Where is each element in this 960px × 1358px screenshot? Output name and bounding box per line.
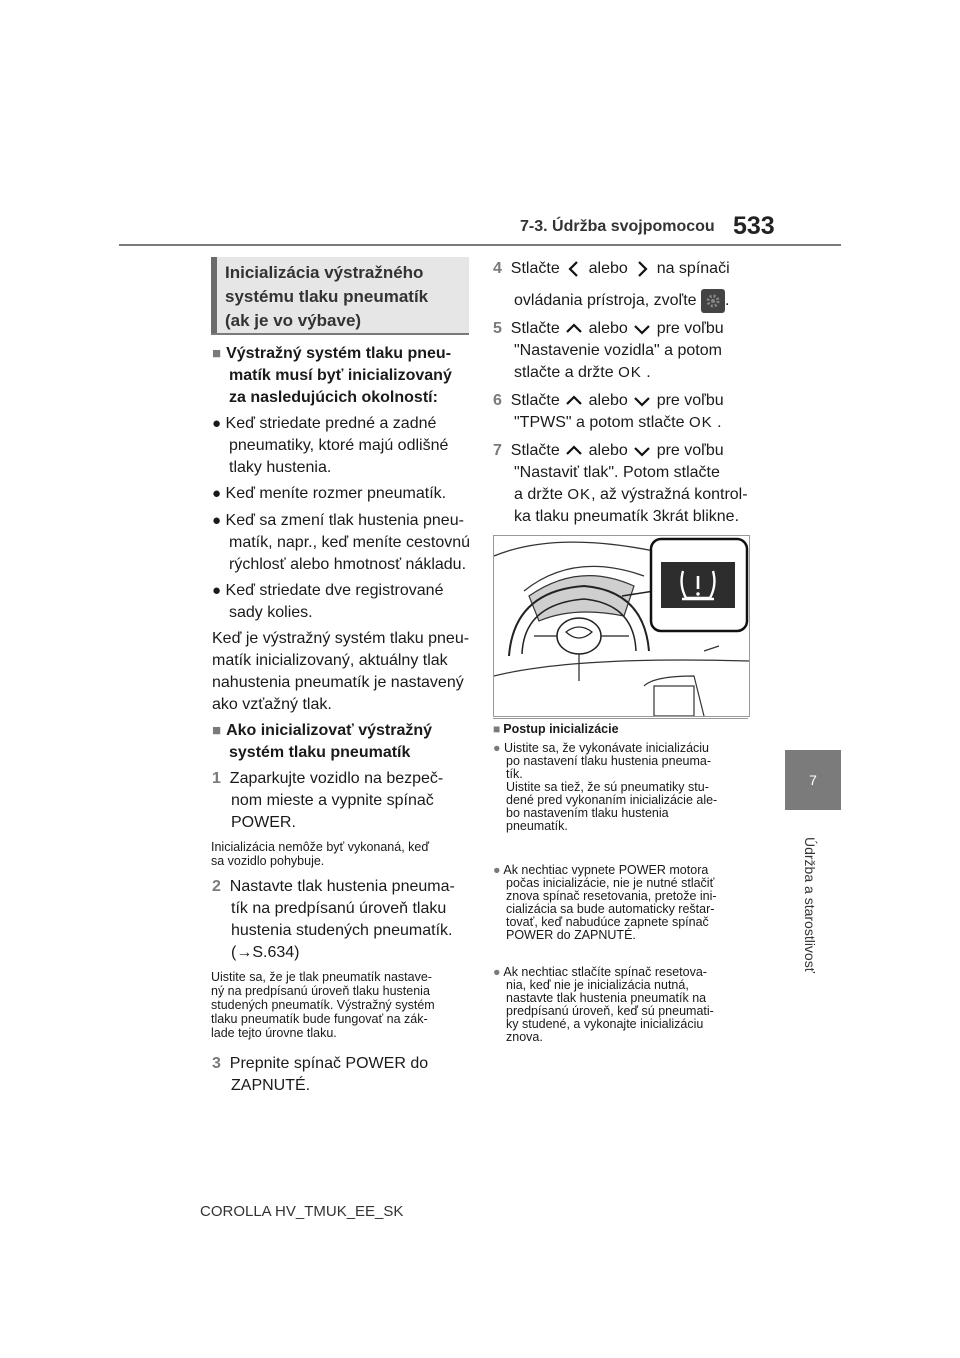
header-rule — [119, 244, 841, 246]
note-line: Inicializácia nemôže byť vykonaná, keď — [211, 840, 430, 854]
subheading-how-to-line: systém tlaku pneumatík — [229, 744, 411, 761]
ok-button-label: OK — [688, 414, 713, 431]
bullet-item-line: pneumatiky, ktoré majú odlišné — [229, 437, 449, 454]
paragraph-line: Keď je výstražný systém tlaku pneu- — [212, 630, 470, 647]
footer-doc-code: COROLLA HV_TMUK_EE_SK — [200, 1203, 404, 1220]
step-1: 1 Zaparkujte vozidlo na bezpeč- — [212, 770, 444, 787]
step-number: 7 — [493, 442, 502, 460]
note-line: dené pred vykonaním inicializácie ale- — [506, 793, 718, 807]
step-4-line: ovládania prístroja, zvoľte . — [514, 289, 729, 313]
chevron-down-icon — [632, 391, 652, 411]
note-line: ný na predpísanú úroveň tlaku hustenia — [211, 984, 430, 998]
note-line: bo nastavením tlaku hustenia — [506, 806, 669, 820]
step-7: 7 Stlačte alebo pre voľbu — [493, 442, 724, 460]
step-1-line: nom mieste a vypnite spínač — [231, 792, 434, 809]
bullet-item: ● Keď striedate predné a zadné — [212, 415, 437, 432]
step-2: 2 Nastavte tlak hustenia pneuma- — [212, 878, 455, 895]
figure-divider — [493, 718, 748, 719]
note-line: cializácia sa bude automaticky reštar- — [506, 902, 715, 916]
step-2-line: hustenia studených pneumatík. — [231, 922, 453, 939]
note-line: Uistite sa, že je tlak pneumatík nastave- — [211, 970, 432, 984]
page-reference-link[interactable]: (→S.634) — [231, 944, 300, 961]
step-7-line: "Nastaviť tlak". Potom stlačte — [514, 464, 720, 481]
step-2-line: tík na predpísanú úroveň tlaku — [231, 900, 447, 917]
step-5-line: "Nastavenie vozidla" a potom — [514, 342, 722, 359]
paragraph-line: nahustenia pneumatík je nastavený — [212, 674, 464, 691]
bullet-item: ● Keď striedate dve registrované — [212, 582, 444, 599]
square-bullet-icon: ■ — [212, 345, 222, 362]
note-line: tík. — [506, 767, 523, 781]
square-bullet-icon: ■ — [212, 722, 222, 739]
note-line: znova. — [506, 1030, 543, 1044]
bullet-item-line: rýchlosť alebo hmotnosť nákladu. — [229, 556, 467, 573]
ok-button-label: OK — [618, 364, 642, 381]
step-number: 5 — [493, 320, 502, 338]
note-line: Uistite sa tiež, že sú pneumatiky stu- — [506, 780, 709, 794]
square-bullet-icon: ■ — [493, 722, 501, 736]
gear-icon — [701, 289, 725, 313]
section-heading-line: Inicializácia výstražného — [225, 263, 424, 282]
note-line: počas inicializácie, nie je nutné stlačiť — [506, 876, 715, 890]
step-5: 5 Stlačte alebo pre voľbu — [493, 320, 724, 338]
note-line: POWER do ZAPNUTÉ. — [506, 928, 636, 942]
note-line: tovať, keď nabudúce zapnete spínač — [506, 915, 709, 929]
bullet-item-line: sady kolies. — [229, 604, 313, 621]
note-item: ● Uistite sa, že vykonávate inicializáciu — [493, 741, 709, 755]
bullet-dot-icon: ● — [493, 965, 501, 979]
page-number: 533 — [733, 212, 775, 240]
dashboard-illustration — [493, 535, 750, 717]
ok-button-label: OK — [567, 486, 592, 503]
step-6-line: "TPWS" a potom stlačte OK . — [514, 414, 722, 431]
step-number: 3 — [212, 1055, 221, 1072]
note-line: ky studené, a vykonajte inicializáciu — [506, 1017, 704, 1031]
step-6: 6 Stlačte alebo pre voľbu — [493, 392, 724, 410]
note-line: po nastavení tlaku hustenia pneuma- — [506, 754, 711, 768]
notes-heading: ■ Postup inicializácie — [493, 722, 619, 736]
section-heading-box — [211, 257, 469, 333]
step-3-line: ZAPNUTÉ. — [231, 1077, 311, 1094]
settings-gear-icon — [701, 289, 725, 313]
chevron-up-icon — [564, 441, 584, 461]
subheading-conditions-line: za nasledujúcich okolností: — [229, 389, 438, 406]
chevron-down-icon — [632, 319, 652, 339]
chevron-up-icon — [564, 319, 584, 339]
bullet-item: ● Keď sa zmení tlak hustenia pneu- — [212, 512, 464, 529]
note-line: sa vozidlo pohybuje. — [211, 854, 325, 868]
step-7-line: a držte OK, až výstražná kontrol- — [514, 486, 748, 503]
bullet-item-line: matík, napr., keď meníte cestovnú — [229, 534, 471, 551]
bullet-dot-icon: ● — [212, 512, 222, 529]
step-number: 6 — [493, 392, 502, 410]
step-number: 2 — [212, 878, 221, 895]
step-4: 4 Stlačte alebo na spínači — [493, 260, 730, 278]
paragraph-line: ako vzťažný tlak. — [212, 696, 332, 713]
dashboard-drawing — [494, 536, 749, 716]
subheading-how-to: ■ Ako inicializovať výstražný — [212, 722, 433, 739]
note-line: studených pneumatík. Výstražný systém — [211, 998, 435, 1012]
step-7-line: ka tlaku pneumatík 3krát blikne. — [514, 508, 740, 525]
step-1-line: POWER. — [231, 814, 296, 831]
chevron-left-icon — [564, 259, 584, 279]
note-line: predpísanú úroveň, keď sú pneumati- — [506, 1004, 714, 1018]
bullet-dot-icon: ● — [493, 863, 501, 877]
running-header: 7-3. Údržba svojpomocou — [520, 218, 715, 235]
note-line: nastavte tlak hustenia pneumatík na — [506, 991, 707, 1005]
section-underline — [211, 333, 469, 335]
step-number: 4 — [493, 260, 502, 278]
paragraph-line: matík inicializovaný, aktuálny tlak — [212, 652, 448, 669]
bullet-dot-icon: ● — [212, 415, 222, 432]
note-line: lade tejto úrovne tlaku. — [211, 1026, 337, 1040]
bullet-dot-icon: ● — [212, 485, 222, 502]
section-heading-line: systému tlaku pneumatík — [225, 287, 429, 306]
chapter-tab[interactable]: 7 — [785, 750, 841, 810]
chevron-up-icon — [564, 391, 584, 411]
step-number: 1 — [212, 770, 221, 787]
bullet-item: ● Keď meníte rozmer pneumatík. — [212, 485, 447, 502]
step-3: 3 Prepnite spínač POWER do — [212, 1055, 429, 1072]
chevron-right-icon — [632, 259, 652, 279]
subheading-conditions-line: matík musí byť inicializovaný — [229, 367, 452, 384]
note-line: tlaku pneumatík bude fungovať na zák- — [211, 1012, 428, 1026]
note-line: nia, keď nie je inicializácia nutná, — [506, 978, 689, 992]
bullet-dot-icon: ● — [212, 582, 222, 599]
step-5-line: stlačte a držte OK . — [514, 364, 651, 381]
section-heading-line: (ak je vo výbave) — [225, 311, 362, 330]
note-line: pneumatík. — [506, 819, 568, 833]
chevron-down-icon — [632, 441, 652, 461]
note-item: ● Ak nechtiac stlačíte spínač resetova- — [493, 965, 707, 979]
chapter-side-label-text: Údržba a starostlivosť — [802, 837, 818, 973]
subheading-conditions: ■ Výstražný systém tlaku pneu- — [212, 345, 452, 362]
note-line: znova spínač resetovania, pretože ini- — [506, 889, 717, 903]
bullet-item-line: tlaky hustenia. — [229, 459, 332, 476]
note-item: ● Ak nechtiac vypnete POWER motora — [493, 863, 709, 877]
bullet-dot-icon: ● — [493, 741, 501, 755]
chapter-side-label — [795, 820, 825, 990]
